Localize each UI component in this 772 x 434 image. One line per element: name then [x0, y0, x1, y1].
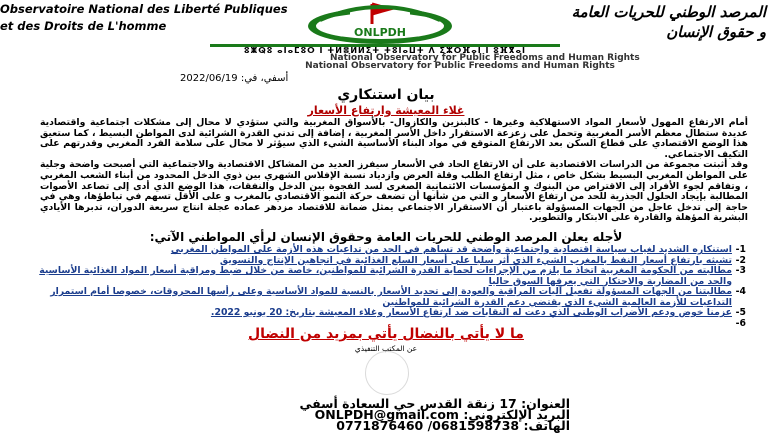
- header-fr-line1: Observatoire National des Liberté Publiques: [0, 2, 288, 16]
- header-french: [0, 1, 288, 35]
- closing-slogan: ما لا يأتي بالنضال يأتي بمزيد من النضال: [248, 326, 524, 342]
- demand-number: 2-: [735, 254, 746, 266]
- signature-line: عن المكتب التنفيذي: [354, 344, 418, 353]
- header-en-line2: National Observatory for Public Freedoms and Human Rights: [305, 61, 615, 71]
- stamp-watermark-icon: [365, 351, 409, 395]
- header-tifinagh-line: ⵓⵥⵕⵓ ⴰⵏⴰⵎⵓⵔ ⵏ ⵜⵍⴻⵍⵍⵉⵜ ⵜⵓⵏⴰⵡⵜ ⴷ ⵉⵣⵔⴼⴰⵏ ⵏ ⵓⴼⴳⴰⵏ: [243, 46, 527, 55]
- header-fr-line2: et des Droits de L'homme: [0, 19, 167, 33]
- demand-text: مطالبته من الحكومة المغربية اتخاذ ما يلزم من الإجراءات لحماية القدرة الشرائية للمواطنين، خاصة من خلال ضبط ومراقبة أسعار المواد الغذائية الأساسية والحد من المضاربة والاحتكار التي يعرفها السوق حاليا: [39, 265, 732, 287]
- demands-list: [30, 244, 746, 329]
- demand-text: استنكاره الشديد لغياب سياسة اقتصادية واجتماعية واضحة قد تساهم في الحد من تداعيات هذه الأزمة على المواطن المغربي: [170, 244, 732, 255]
- document-subtitle: غلاء المعيشة وارتفاع الأسعار: [307, 104, 465, 117]
- header-ar-line2: و حقوق الإنسان: [666, 23, 766, 41]
- header-en-line1: National Observatory for Public Freedoms and Human Rights: [330, 53, 640, 63]
- body-paragraph-1: أمام الارتفاع المهول لأسعار المواد الاستهلاكية وغيرها - كالبنزين والكازوال- بالأسواق المغربية والتي ستؤدي لا محال إلى مشكلات اجتماعية واقتصادية عديدة ستطال معظم الأسر المغربية وتحمل على زعزعة الاستقرار داخل الأسر المغربية ، إضافة إلى تدني القدرة الشرائية لدى المواطن البسيط ، كما ستعيق هذا الوضع الاقتصادي على قطاع السكن بعد الارتفاع المتوقع في مواد البناء الأساسية الشيء الذي سيؤثر لا محال على سلامة الفرد المغربي وقدرتهم على التكيف الاجتماعي.: [40, 117, 748, 160]
- demand-text: تشبثه بارتفاع أسعار النفط بالمغرب الشيء الذي أثر سلبا على أسعار السلع الغذائية في اتجاهين الإنتاج والتسويق: [219, 254, 732, 266]
- call-heading: لأجله يعلن المرصد الوطني للحريات العامة وحقوق الإنسان لرأي المواطني الآتي:: [149, 230, 623, 244]
- list-item: [30, 266, 746, 287]
- demand-number: 4-: [735, 286, 746, 297]
- demand-number: 3-: [735, 265, 746, 276]
- logo-text: ONLPDH: [354, 26, 406, 39]
- demand-text: عزمنا خوض ودعم الأضراب الوطني الذي دعت له النقابات ضد ارتفاع الأسعار وغلاء المعيشة بتاريخ: 20 يونيو 2022.: [210, 307, 732, 318]
- footer-phone: الهاتف: 0681598738/ 0771876460: [336, 418, 570, 433]
- demand-number: 6-: [735, 317, 746, 329]
- header-arabic: [536, 2, 766, 42]
- footer-email: البريد الإلكتروني: ONLPDH@gmail.com: [314, 407, 570, 422]
- footer-contact: [230, 398, 570, 431]
- demand-text: مطالبتنا من الجهات المسؤولة تفعيل آليات المراقبة والعودة إلى تحديد الأسعار بالنسبة للمواد الأساسية وعلى رأسها المحروقات، خصوصا أمام استمرار التداعيات للأزمة العالمية الشيء الذي يقتضي دعم القدرة الشرائية للمواطنين: [50, 286, 732, 308]
- document-date: أسفي، في: 2022/06/19: [180, 73, 289, 84]
- header-ar-line1: المرصد الوطني للحريات العامة: [571, 3, 766, 21]
- body-paragraph-2: وقد أثبتت مجموعة من الدراسات الاقتصادية على أن الارتفاع الحاد في الأسعار سيفرز العديد من المشاكل الاقتصادية والاجتماعية التي أصبحت واضحة وجلية على المواطن المغربي البسيط بشكل خاص ، مثل ارتفاع الطلب وقلة العرض وازدياد نسبة الإفلاس الشهري بين ذوي الدخل المحدود من أبناء الشعب المغربي ، وتفاقم لجوء الأفراد إلى الاقتراض من البنوك و المؤسسات الائتمانية الصغرى لسد الفجوة بين الدخل والنفقات، هذا الوضع الذي أدى إلى تصاعد الأصوات المطالبة بإيجاد الحلول الجذرية للحد من ارتفاع الأسعار و التي من شأنها أن تضعف حركة النمو الاقتصادي بالمغرب و على الأقل تسهم في تباطؤها، وهي في حاجة إلى تدخل عاجل من الجهات المسؤولة باعتبار أن الاستقرار الاجتماعي يمثل ضمانة للاقتصاد مزدهر عماده عجلة انتاج سريعة الدوران، تدبرها الأيادي البشرية المؤهلة والقادرة على الابتكار والتطوير.: [40, 159, 748, 224]
- list-item: [30, 308, 746, 319]
- footer-address: العنوان: 17 زنقة القدس حي السعادة أسفي: [299, 396, 570, 411]
- demand-number: 1-: [735, 244, 746, 255]
- document-title: بيان استنكاري: [337, 87, 435, 103]
- demand-number: 5-: [735, 307, 746, 318]
- list-item: [30, 287, 746, 308]
- document-body: [40, 118, 748, 224]
